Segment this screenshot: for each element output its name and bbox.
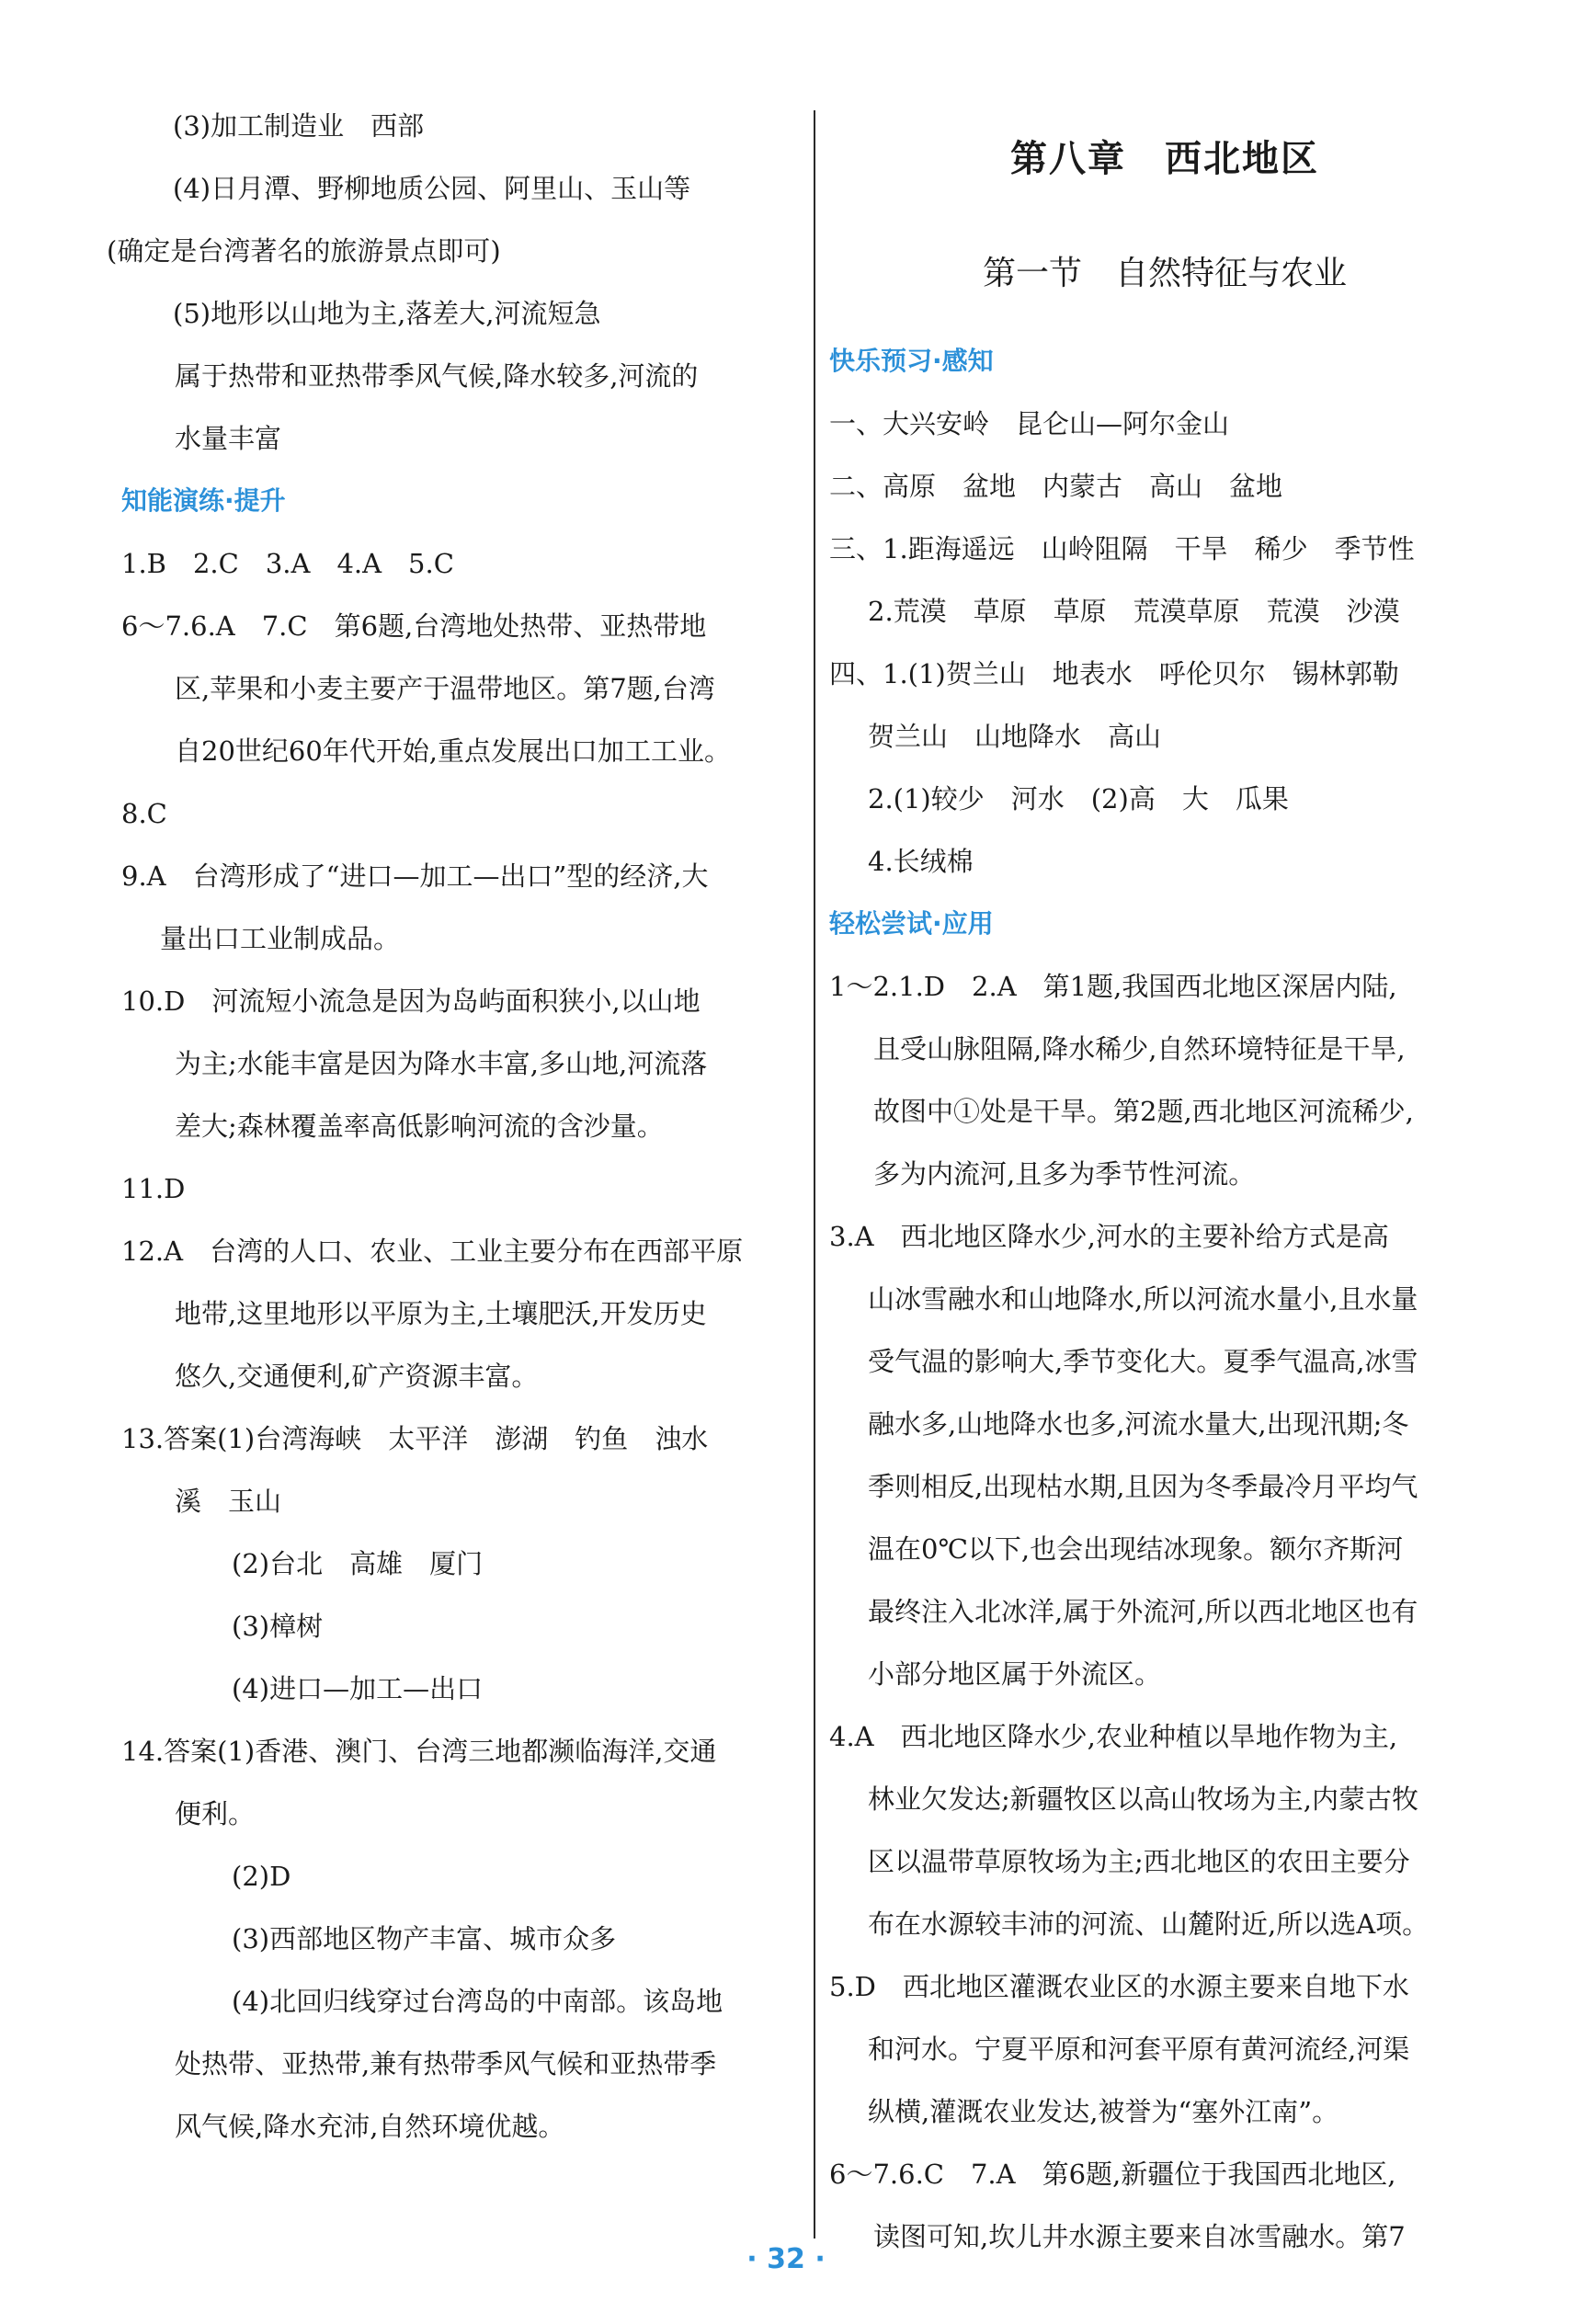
text-line: 小部分地区属于外流区。: [868, 1658, 1162, 1690]
text-line: 风气候,降水充沛,自然环境优越。: [175, 2111, 565, 2142]
text-line: 且受山脉阻隔,降水稀少,自然环境特征是干旱,: [873, 1033, 1406, 1065]
text-line: 地带,这里地形以平原为主,土壤肥沃,开发历史: [175, 1298, 707, 1329]
answer-line: 6～7.6.C 7.A 第6题,新疆位于我国西北地区,: [829, 2159, 1396, 2190]
answer-line: 11.D: [121, 1173, 186, 1204]
answer-line: 13.答案(1)台湾海峡 太平洋 澎湖 钓鱼 浊水: [121, 1423, 709, 1454]
answer-line: 8.C: [121, 798, 167, 829]
answer-line: 4.A 西北地区降水少,农业种植以旱地作物为主,: [829, 1721, 1398, 1752]
answer-line: 6～7.6.A 7.C 第6题,台湾地处热带、亚热带地: [121, 610, 707, 642]
text-line: 纵横,灌溉农业发达,被誉为“塞外江南”。: [868, 2096, 1339, 2127]
text-line: 水量丰富: [175, 423, 282, 454]
text-line: 贺兰山 山地降水 高山: [868, 721, 1162, 752]
text-line: 差大;森林覆盖率高低影响河流的含沙量。: [175, 1111, 664, 1142]
text-line: (3)西部地区物产丰富、城市众多: [232, 1923, 617, 1954]
text-line: 2.荒漠 草原 草原 荒漠草原 荒漠 沙漠: [868, 596, 1400, 627]
text-line: (3)樟树: [232, 1611, 324, 1642]
text-line: 区以温带草原牧场为主;西北地区的农田主要分: [868, 1846, 1410, 1877]
chapter-title: 第八章 西北地区: [1010, 137, 1319, 180]
text-line: 悠久,交通便利,矿产资源丰富。: [175, 1361, 539, 1392]
section-heading-preview: 快乐预习·感知: [829, 346, 994, 376]
text-line: 为主;水能丰富是因为降水丰富,多山地,河流落: [175, 1048, 708, 1079]
text-line: 受气温的影响大,季节变化大。夏季气温高,冰雪: [868, 1346, 1418, 1377]
answer-line: 1～2.1.D 2.A 第1题,我国西北地区深居内陆,: [829, 971, 1397, 1002]
text-line: (2)台北 高雄 厦门: [232, 1548, 484, 1579]
answer-line: 5.D 西北地区灌溉农业区的水源主要来自地下水: [829, 1971, 1409, 2002]
text-line: 融水多,山地降水也多,河流水量大,出现汛期;冬: [868, 1408, 1409, 1440]
text-line: 4.长绒棉: [868, 846, 974, 877]
text-line: 布在水源较丰沛的河流、山麓附近,所以选A项。: [868, 1908, 1430, 1940]
text-line: 三、1.距海遥远 山岭阻隔 干旱 稀少 季节性: [829, 533, 1415, 564]
answer-line: 14.答案(1)香港、澳门、台湾三地都濒临海洋,交通: [121, 1736, 717, 1767]
text-line: 二、高原 盆地 内蒙古 高山 盆地: [829, 471, 1283, 502]
text-line: (4)日月潭、野柳地质公园、阿里山、玉山等: [173, 173, 691, 204]
answer-line: 12.A 台湾的人口、农业、工业主要分布在西部平原: [121, 1236, 744, 1267]
text-line: (4)北回归线穿过台湾岛的中南部。该岛地: [232, 1986, 723, 2017]
text-line: (5)地形以山地为主,落差大,河流短急: [173, 298, 601, 329]
text-line: 一、大兴安岭 昆仑山—阿尔金山: [829, 408, 1230, 439]
text-line: 林业欠发达;新疆牧区以高山牧场为主,内蒙古牧: [868, 1783, 1418, 1815]
section-heading-practice: 知能演练·提升: [121, 485, 286, 516]
text-line: (2)D: [232, 1861, 291, 1892]
text-line: 最终注入北冰洋,属于外流河,所以西北地区也有: [868, 1596, 1418, 1627]
text-line: (3)加工制造业 西部: [173, 110, 425, 142]
section-heading-apply: 轻松尝试·应用: [829, 908, 994, 939]
text-line: 区,苹果和小麦主要产于温带地区。第7题,台湾: [175, 673, 715, 704]
text-line: 温在0℃以下,也会出现结冰现象。额尔齐斯河: [868, 1533, 1404, 1565]
text-line: 溪 玉山: [175, 1486, 282, 1517]
text-line: 山冰雪融水和山地降水,所以河流水量小,且水量: [868, 1283, 1418, 1315]
answer-line: 3.A 西北地区降水少,河水的主要补给方式是高: [829, 1221, 1389, 1252]
text-line: 四、1.(1)贺兰山 地表水 呼伦贝尔 锡林郭勒: [829, 658, 1399, 689]
answer-line: 1.B 2.C 3.A 4.A 5.C: [121, 548, 454, 579]
text-line: 2.(1)较少 河水 (2)高 大 瓜果: [868, 783, 1289, 815]
text-line: 处热带、亚热带,兼有热带季风气候和亚热带季: [175, 2048, 717, 2079]
page-number: · 32 ·: [746, 2243, 826, 2275]
section-title: 第一节 自然特征与农业: [982, 255, 1347, 292]
answer-line: 9.A 台湾形成了“进口—加工—出口”型的经济,大: [121, 860, 709, 892]
text-line: (4)进口—加工—出口: [232, 1673, 484, 1704]
text-line: 属于热带和亚热带季风气候,降水较多,河流的: [175, 360, 699, 392]
text-line: 量出口工业制成品。: [160, 923, 401, 954]
text-line: 读图可知,坎儿井水源主要来自冰雪融水。第7: [873, 2221, 1406, 2252]
text-line: (确定是台湾著名的旅游景点即可): [107, 235, 501, 267]
text-line: 季则相反,出现枯水期,且因为冬季最冷月平均气: [868, 1471, 1418, 1502]
text-line: 和河水。宁夏平原和河套平原有黄河流经,河渠: [868, 2034, 1410, 2065]
text-line: 自20世纪60年代开始,重点发展出口加工工业。: [175, 735, 732, 767]
column-divider: [814, 110, 815, 2239]
text-line: 故图中①处是干旱。第2题,西北地区河流稀少,: [873, 1096, 1414, 1127]
text-line: 多为内流河,且多为季节性河流。: [873, 1158, 1256, 1190]
text-line: 便利。: [175, 1798, 256, 1829]
answer-line: 10.D 河流短小流急是因为岛屿面积狭小,以山地: [121, 985, 701, 1017]
